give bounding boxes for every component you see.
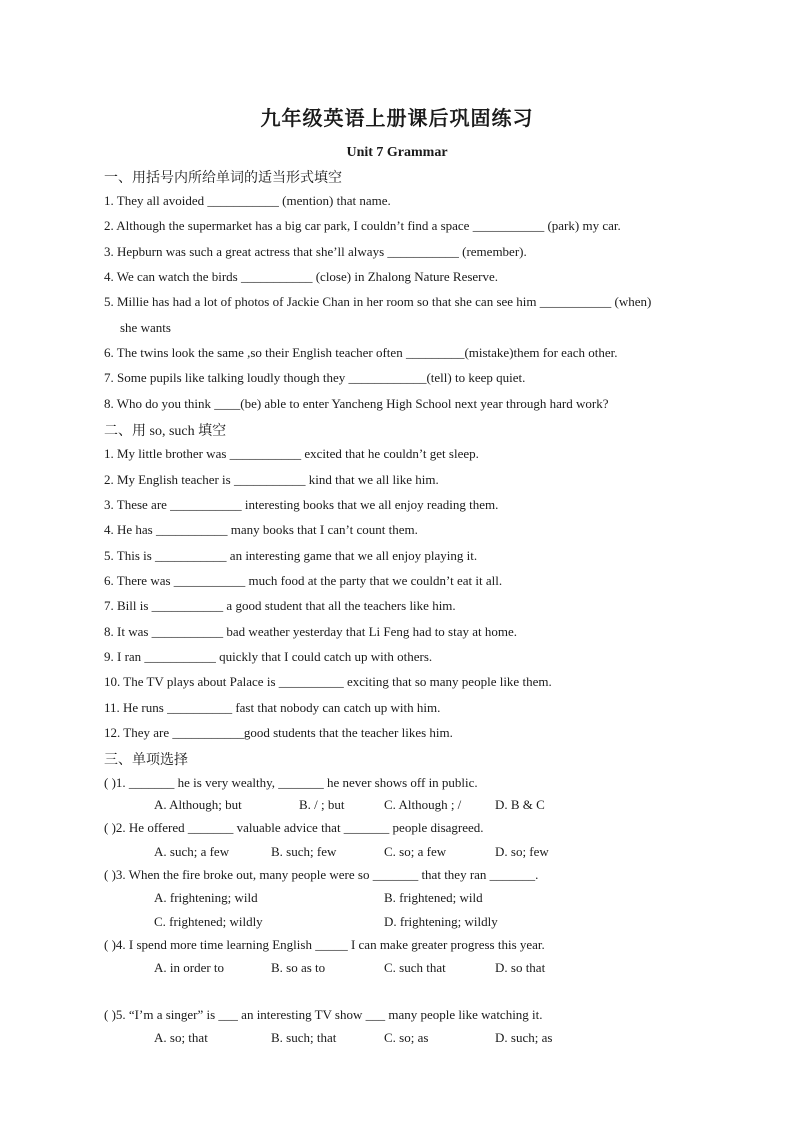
mc-option: A. such; a few <box>154 844 230 859</box>
mc-option: A. so; that <box>154 1030 208 1045</box>
mc-option: A. frightening; wild <box>154 890 258 905</box>
unit-subtitle: Unit 7 Grammar <box>346 145 448 160</box>
section-1-item: 2. Although the supermarket has a big car park, I couldn’t find a space ___________ (park) my car. <box>104 218 621 233</box>
mc-option: C. so; as <box>384 1030 429 1045</box>
mc-option: D. B & C <box>495 797 545 812</box>
mc-option: D. so that <box>495 960 546 975</box>
mc-option: B. such; that <box>271 1030 337 1045</box>
section-1-item: 5. Millie has had a lot of photos of Jackie Chan in her room so that she can see him ___________ (when) <box>104 294 652 309</box>
section-1-item: 3. Hepburn was such a great actress that she’ll always ___________ (remember). <box>104 244 527 259</box>
section-2-item: 1. My little brother was ___________ excited that he couldn’t get sleep. <box>104 446 479 461</box>
page-title: 九年级英语上册课后巩固练习 <box>260 108 534 130</box>
mc-question-stem: ( )5. “I’m a singer” is ___ an interesting TV show ___ many people like watching it. <box>104 1007 543 1022</box>
section-1-item: 7. Some pupils like talking loudly though they ____________(tell) to keep quiet. <box>104 370 526 385</box>
mc-option: A. in order to <box>154 960 225 975</box>
mc-option: D. such; as <box>495 1030 553 1045</box>
mc-question-stem: ( )1. _______ he is very wealthy, _______ he never shows off in public. <box>104 775 478 790</box>
mc-question-stem: ( )2. He offered _______ valuable advice that _______ people disagreed. <box>104 820 484 835</box>
mc-question-stem: ( )3. When the fire broke out, many people were so _______ that they ran _______. <box>104 867 539 882</box>
mc-option: D. frightening; wildly <box>384 914 498 929</box>
mc-option: C. so; a few <box>384 844 447 859</box>
section-1-item: 6. The twins look the same ,so their English teacher often _________(mistake)them for each other. <box>104 345 618 360</box>
mc-option: C. Although ; / <box>384 797 462 812</box>
section-2-heading: 二、用 so, such 填空 <box>104 424 227 439</box>
section-1-item: 8. Who do you think ____(be) able to enter Yancheng High School next year through hard work? <box>104 396 609 411</box>
mc-option: B. / ; but <box>299 797 345 812</box>
mc-option: A. Although; but <box>154 797 242 812</box>
mc-option: C. frightened; wildly <box>154 914 263 929</box>
section-2-item: 3. These are ___________ interesting books that we all enjoy reading them. <box>104 497 499 512</box>
mc-option: B. so as to <box>271 960 326 975</box>
section-2-item: 10. The TV plays about Palace is __________ exciting that so many people like them. <box>104 674 552 689</box>
section-1-heading: 一、用括号内所给单词的适当形式填空 <box>104 171 342 186</box>
mc-option: B. frightened; wild <box>384 890 483 905</box>
section-2-item: 12. They are ___________good students that the teacher likes him. <box>104 725 453 740</box>
section-1-item: 4. We can watch the birds ___________ (close) in Zhalong Nature Reserve. <box>104 269 499 284</box>
section-2-item: 4. He has ___________ many books that I can’t count them. <box>104 522 418 537</box>
section-2-item: 2. My English teacher is ___________ kind that we all like him. <box>104 472 439 487</box>
section-2-item: 11. He runs __________ fast that nobody can catch up with him. <box>104 700 441 715</box>
mc-option: C. such that <box>384 960 446 975</box>
section-2-item: 6. There was ___________ much food at the party that we couldn’t eat it all. <box>104 573 503 588</box>
section-1-item: 1. They all avoided ___________ (mention) that name. <box>104 193 391 208</box>
section-3-heading: 三、单项选择 <box>104 753 188 768</box>
section-2-item: 7. Bill is ___________ a good student that all the teachers like him. <box>104 598 456 613</box>
mc-option: D. so; few <box>495 844 549 859</box>
mc-option: B. such; few <box>271 844 337 859</box>
section-2-item: 5. This is ___________ an interesting game that we all enjoy playing it. <box>104 548 478 563</box>
mc-question-stem: ( )4. I spend more time learning English _____ I can make greater progress this year. <box>104 937 545 952</box>
section-2-item: 8. It was ___________ bad weather yesterday that Li Feng had to stay at home. <box>104 624 518 639</box>
section-1-item-continuation: she wants <box>120 320 171 335</box>
section-2-item: 9. I ran ___________ quickly that I could catch up with others. <box>104 649 433 664</box>
